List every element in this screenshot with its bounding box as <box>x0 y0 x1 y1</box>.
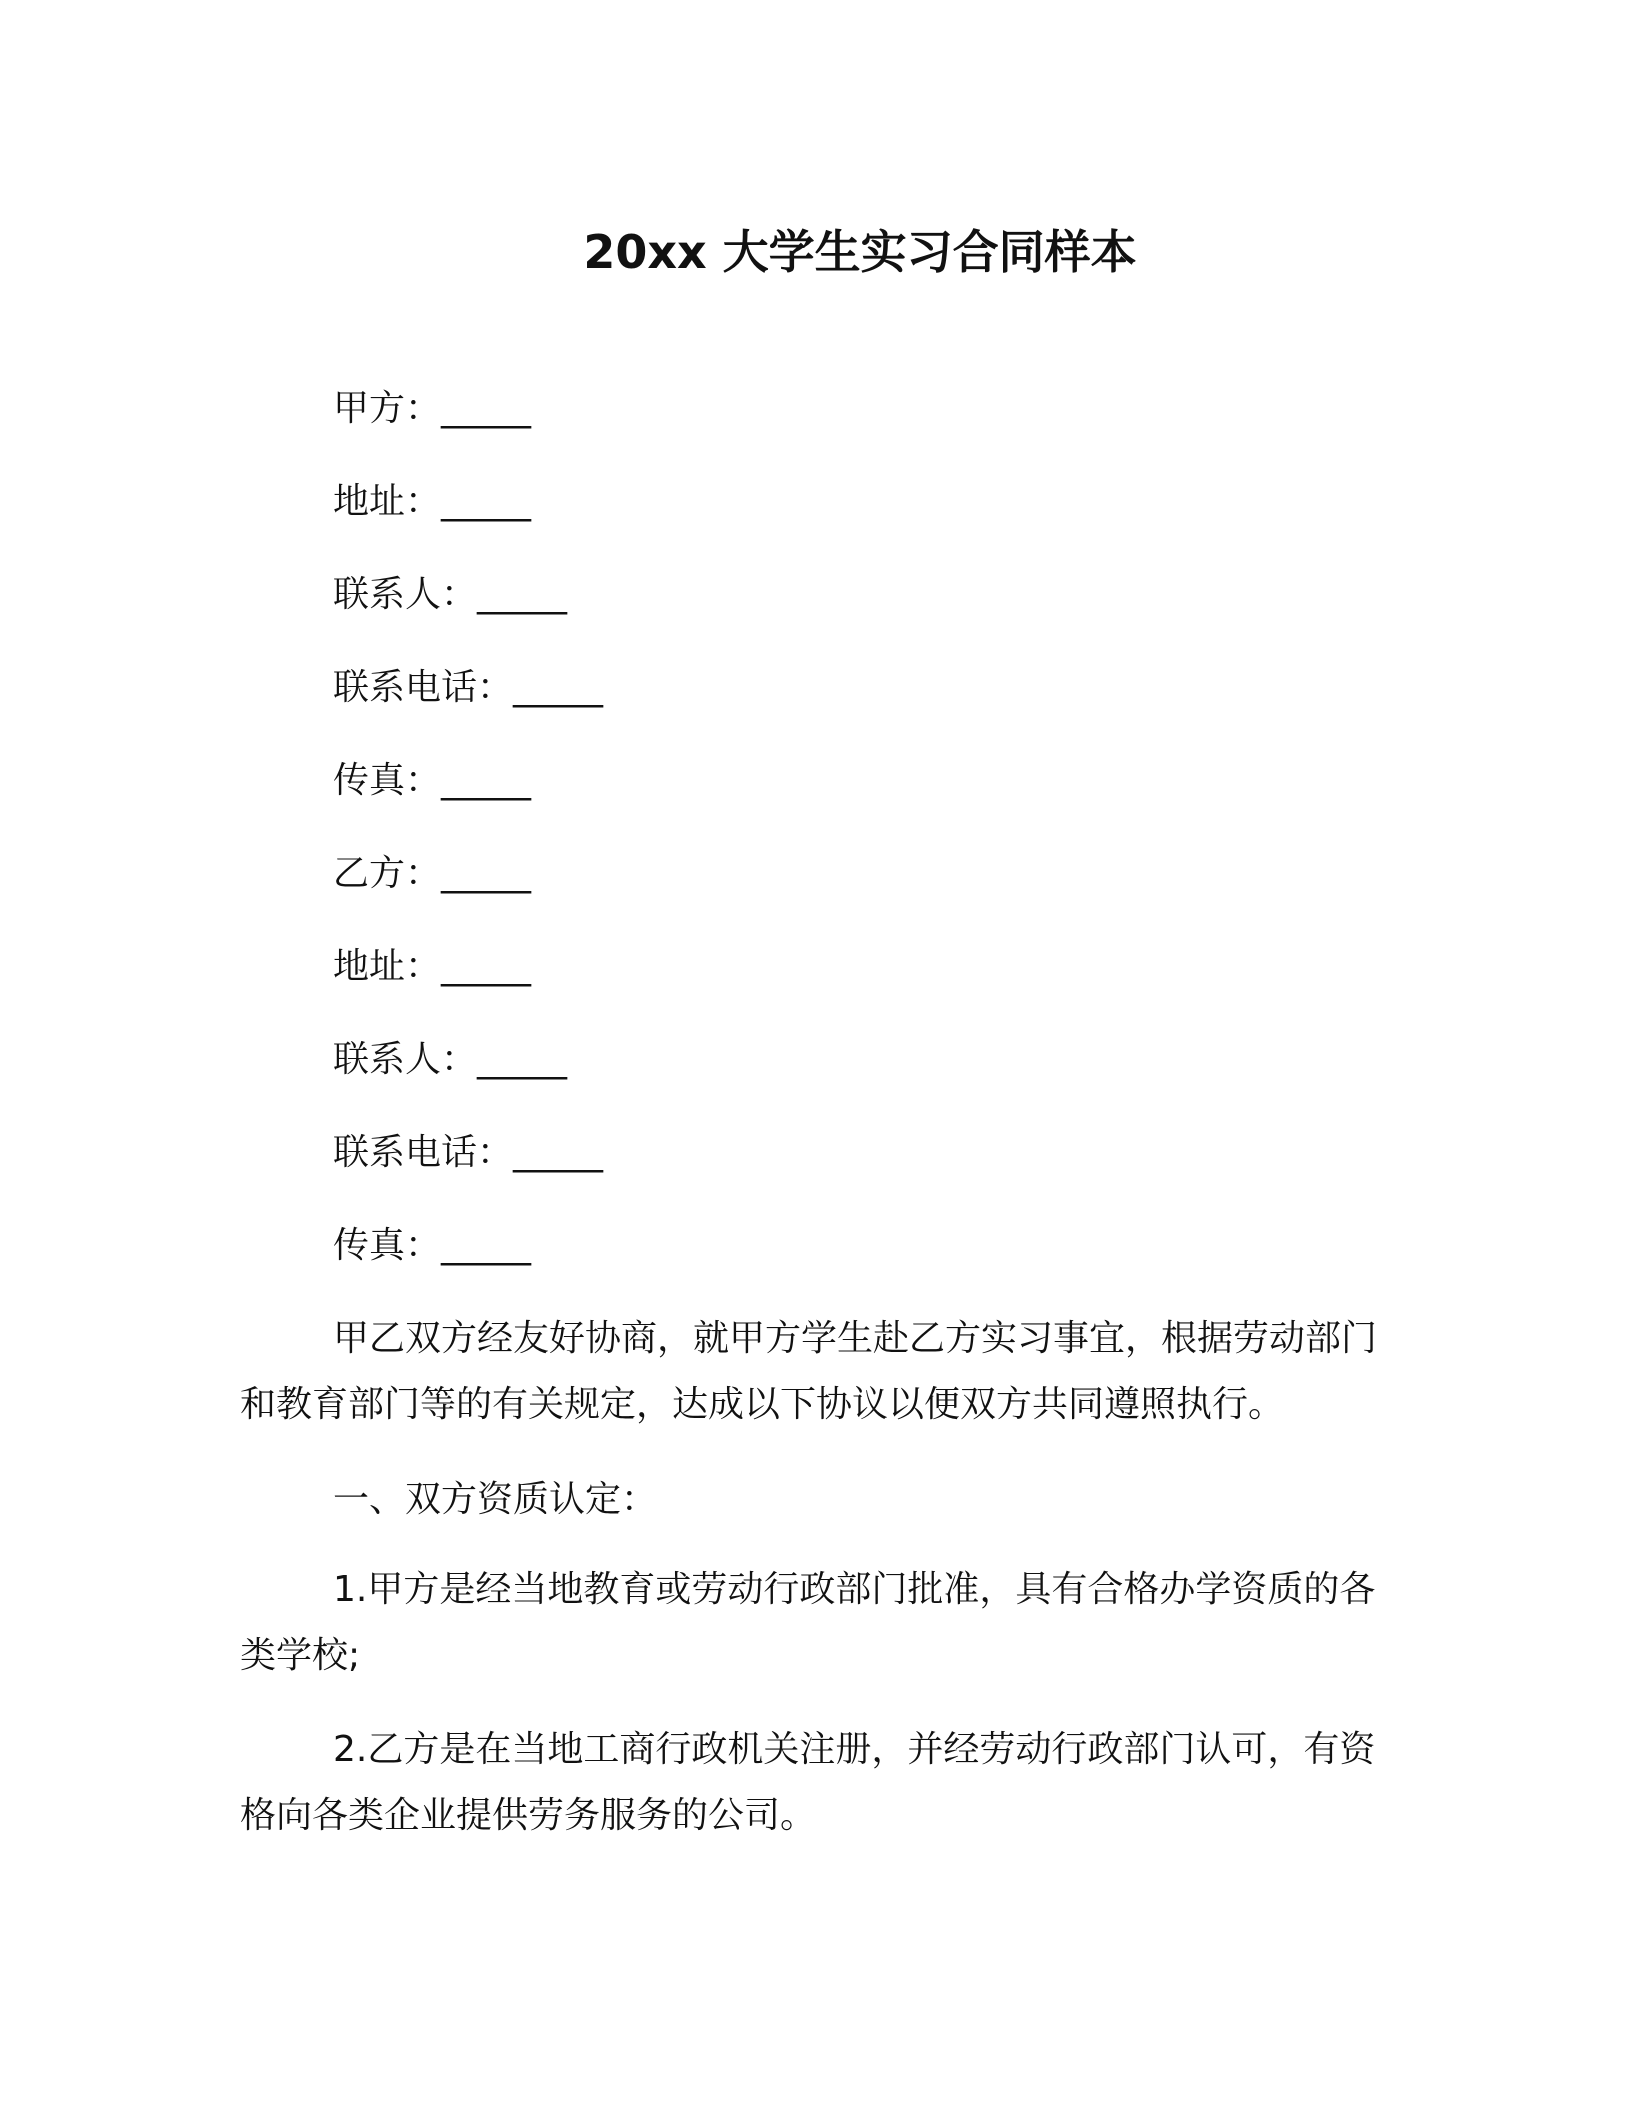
party-b-name-field <box>333 849 531 899</box>
party-b-address-field <box>333 942 531 992</box>
clause-2-paragraph: 2.乙方是在当地工商行政机关注册，并经劳动行政部门认可，有资格向各类企业提供劳务服务的公司。 <box>240 1729 1376 1836</box>
party-b-phone-field <box>333 1128 603 1178</box>
party-a-name-field <box>333 384 531 434</box>
document-title: 20xx 大学生实习合同样本 <box>583 225 1137 279</box>
party-b-contact-blank: _____ <box>477 1039 568 1080</box>
party-a-contact-field <box>333 570 567 620</box>
party-b-name-blank: _____ <box>441 853 532 894</box>
party-b-address-blank: _____ <box>441 946 532 987</box>
party-a-fax-label: 传真： <box>333 760 442 801</box>
party-a-name-blank: _____ <box>441 388 532 429</box>
party-a-phone-blank: _____ <box>513 667 604 708</box>
party-a-phone-label: 联系电话： <box>333 667 514 708</box>
party-b-name-label: 乙方： <box>333 853 442 894</box>
clause-1-paragraph: 1.甲方是经当地教育或劳动行政部门批准，具有合格办学资质的各类学校; <box>240 1569 1376 1676</box>
intro-paragraph: 甲乙双方经友好协商，就甲方学生赴乙方实习事宜，根据劳动部门和教育部门等的有关规定，达成以下协议以便双方共同遵照执行。 <box>240 1318 1378 1425</box>
party-a-address-field <box>333 477 531 527</box>
party-b-fax-field <box>333 1221 531 1271</box>
party-a-fax-field <box>333 756 531 806</box>
party-a-contact-blank: _____ <box>477 574 568 615</box>
section-1-heading: 一、双方资质认定： <box>333 1479 658 1520</box>
party-b-contact-label: 联系人： <box>333 1039 478 1080</box>
party-a-address-blank: _____ <box>441 481 532 522</box>
party-b-phone-blank: _____ <box>513 1132 604 1173</box>
party-a-contact-label: 联系人： <box>333 574 478 615</box>
party-b-address-label: 地址： <box>333 946 442 987</box>
party-a-fax-blank: _____ <box>441 760 532 801</box>
party-a-phone-field <box>333 663 603 713</box>
party-a-name-label: 甲方： <box>333 388 442 429</box>
party-b-fax-blank: _____ <box>441 1225 532 1266</box>
party-b-contact-field <box>333 1035 567 1085</box>
party-b-phone-label: 联系电话： <box>333 1132 514 1173</box>
party-a-address-label: 地址： <box>333 481 442 522</box>
party-b-fax-label: 传真： <box>333 1225 442 1266</box>
